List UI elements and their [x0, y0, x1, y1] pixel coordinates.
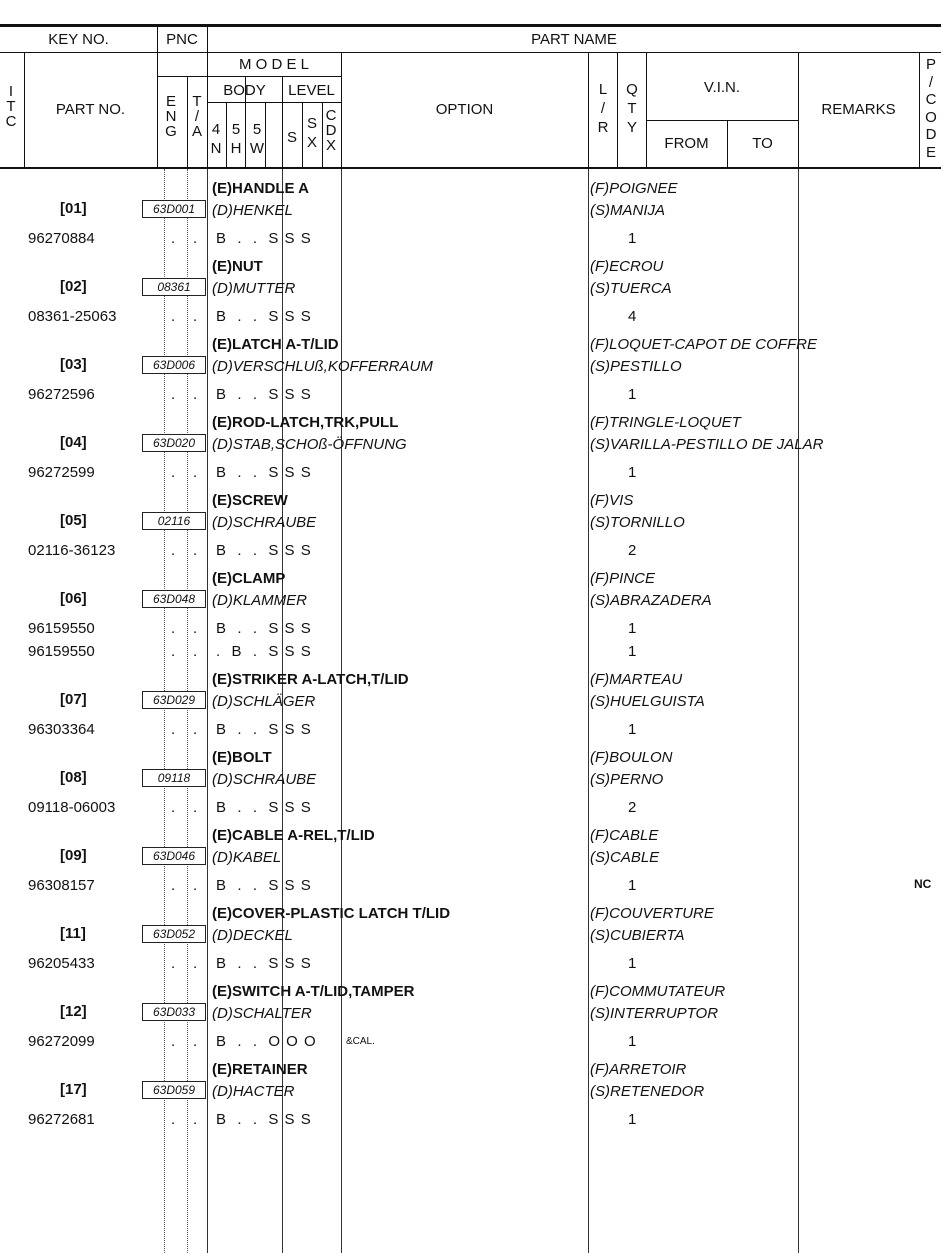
key-number: [17] [60, 1081, 87, 1098]
eng-dot: . [171, 955, 176, 972]
pnc-code: 63D059 [142, 1081, 206, 1099]
ta-dot: . [193, 308, 198, 325]
model-codes: B . . S S S [216, 386, 312, 403]
part-name-spanish: (S)CABLE [590, 849, 660, 866]
vin-header: V.I.N. [703, 79, 741, 96]
part-number: 09118-06003 [28, 799, 116, 816]
part-number: 02116-36123 [28, 542, 116, 559]
ta-dot: . [193, 386, 198, 403]
key-number: [05] [60, 512, 87, 529]
col-remarks-right [919, 52, 920, 168]
model-codes: B . . S S S [216, 721, 312, 738]
body-4n-header: 4 N [210, 121, 222, 157]
ta-dot: . [193, 799, 198, 816]
model-codes: B . . O O O [216, 1033, 317, 1050]
part-name-english: (E)CABLE A-REL,T/LID [212, 827, 375, 844]
col-n4-right [226, 102, 227, 168]
remarks-header: REMARKS [821, 101, 896, 118]
ta-dot: . [193, 230, 198, 247]
part-name-english: (E)RETAINER [212, 1061, 308, 1078]
quantity: 4 [628, 308, 637, 325]
body-line-lr [588, 169, 589, 1253]
model-header: M O D E L [238, 56, 309, 73]
part-name-english: (E)LATCH A-T/LID [212, 336, 339, 353]
part-name-spanish: (S)ABRAZADERA [590, 592, 712, 609]
pnc-code: 63D052 [142, 925, 206, 943]
part-name-spanish: (S)PERNO [590, 771, 664, 788]
key-number: [02] [60, 278, 87, 295]
quantity: 1 [628, 1111, 637, 1128]
ta-dot: . [193, 620, 198, 637]
eng-dot: . [171, 386, 176, 403]
ta-dot: . [193, 721, 198, 738]
part-name-spanish: (S)TORNILLO [590, 514, 685, 531]
ta-dot: . [193, 542, 198, 559]
key-number: [06] [60, 590, 87, 607]
eng-dot: . [171, 643, 176, 660]
quantity: 1 [628, 464, 637, 481]
quantity: 1 [628, 721, 637, 738]
model-codes: B . . S S S [216, 799, 312, 816]
pnc-code: 08361 [142, 278, 206, 296]
part-name-header: PART NAME [531, 31, 617, 48]
quantity: 1 [628, 1033, 637, 1050]
pnc-code: 63D046 [142, 847, 206, 865]
body-5h-header: 5 H [230, 121, 242, 157]
col-w5-right [265, 102, 266, 168]
col-s-right [302, 102, 303, 168]
key-number: [03] [60, 356, 87, 373]
key-number: [07] [60, 691, 87, 708]
part-name-french: (F)COMMUTATEUR [590, 983, 726, 1000]
part-name-french: (F)MARTEAU [590, 671, 683, 688]
part-name-english: (E)ROD-LATCH,TRK,PULL [212, 414, 399, 431]
ta-dot: . [193, 643, 198, 660]
model-row-bottom [157, 76, 341, 77]
ta-dot: . [193, 877, 198, 894]
part-name-french: (F)ECROU [590, 258, 664, 275]
pnc-code: 63D001 [142, 200, 206, 218]
key-number: [11] [60, 925, 86, 942]
pnc-code: 63D029 [142, 691, 206, 709]
body-line-option [341, 169, 342, 1253]
part-name-spanish: (S)MANIJA [590, 202, 665, 219]
part-name-spanish: (S)RETENEDOR [590, 1083, 705, 1100]
part-name-english: (E)STRIKER A-LATCH,T/LID [212, 671, 409, 688]
part-number: 96159550 [28, 643, 95, 660]
eng-dot: . [171, 799, 176, 816]
part-name-german: (D)MUTTER [212, 280, 296, 297]
part-name-german: (D)DECKEL [212, 927, 293, 944]
part-name-french: (F)LOQUET-CAPOT DE COFFRE [590, 336, 817, 353]
eng-dot: . [171, 877, 176, 894]
part-name-english: (E)COVER-PLASTIC LATCH T/LID [212, 905, 451, 922]
part-name-german: (D)VERSCHLUß,KOFFERRAUM [212, 358, 433, 375]
eng-dot: . [171, 308, 176, 325]
model-codes: B . . S S S [216, 308, 312, 325]
level-header: LEVEL [288, 82, 335, 99]
model-codes: . B . S S S [216, 643, 312, 660]
pnc-code: 63D033 [142, 1003, 206, 1021]
pcode-header: P / C O D E [925, 56, 937, 161]
key-number: [08] [60, 769, 87, 786]
key-number: [01] [60, 200, 87, 217]
part-name-spanish: (S)TUERCA [590, 280, 672, 297]
body-line-pnc [207, 169, 208, 1253]
part-name-german: (D)SCHLÄGER [212, 693, 316, 710]
eng-dot: . [171, 542, 176, 559]
body-line-vin [798, 169, 799, 1253]
part-number: 96270884 [28, 230, 95, 247]
body-row-bottom [207, 102, 341, 103]
part-number: 96272681 [28, 1111, 95, 1128]
key-number: [09] [60, 847, 87, 864]
ta-dot: . [193, 955, 198, 972]
itc-header: I T C [5, 83, 17, 130]
model-codes: B . . S S S [216, 620, 312, 637]
vin-split [646, 120, 798, 121]
part-name-english: (E)HANDLE A [212, 180, 309, 197]
part-name-german: (D)HENKEL [212, 202, 293, 219]
pnc-code: 02116 [142, 512, 206, 530]
header-row1-bottom [0, 52, 941, 53]
vin-from-header: FROM [664, 135, 709, 152]
lr-header: L / R [597, 81, 609, 136]
level-s-header: S [286, 129, 297, 146]
ta-dot: . [193, 1111, 198, 1128]
part-name-french: (F)COUVERTURE [590, 905, 714, 922]
qty-header: Q T Y [626, 81, 638, 136]
quantity: 1 [628, 955, 637, 972]
part-name-spanish: (S)INTERRUPTOR [590, 1005, 719, 1022]
part-name-english: (E)BOLT [212, 749, 272, 766]
col-sx-right [322, 102, 323, 168]
col-eng-right [187, 76, 188, 168]
ta-header: T / A [191, 93, 202, 140]
level-cdx-header: C D X [325, 107, 337, 154]
part-name-french: (F)POIGNEE [590, 180, 678, 197]
pnc-code: 63D006 [142, 356, 206, 374]
part-name-english: (E)SCREW [212, 492, 288, 509]
p-code: NC [914, 877, 932, 891]
part-name-spanish: (S)PESTILLO [590, 358, 682, 375]
part-name-german: (D)SCHALTER [212, 1005, 312, 1022]
eng-header: E N G [165, 93, 177, 140]
level-sx-header: S X [306, 115, 317, 151]
quantity: 1 [628, 620, 637, 637]
part-name-french: (F)BOULON [590, 749, 673, 766]
model-codes: B . . S S S [216, 542, 312, 559]
part-name-german: (D)KLAMMER [212, 592, 308, 609]
eng-dot: . [171, 620, 176, 637]
vin-to-header: TO [752, 135, 773, 152]
part-name-french: (F)PINCE [590, 570, 655, 587]
ta-dot: . [193, 464, 198, 481]
part-number: 96159550 [28, 620, 95, 637]
part-name-german: (D)STAB,SCHOß-ÖFFNUNG [212, 436, 407, 453]
model-codes: B . . S S S [216, 464, 312, 481]
pnc-code: 63D020 [142, 434, 206, 452]
quantity: 2 [628, 799, 637, 816]
part-number: 08361-25063 [28, 308, 117, 325]
top-border [0, 24, 941, 27]
quantity: 1 [628, 877, 637, 894]
header-bottom [0, 167, 941, 169]
key-no-header: KEY NO. [48, 31, 109, 48]
part-number: 96303364 [28, 721, 95, 738]
part-name-german: (D)SCHRAUBE [212, 771, 317, 788]
part-name-german: (D)KABEL [212, 849, 282, 866]
part-name-spanish: (S)CUBIERTA [590, 927, 685, 944]
eng-dot: . [171, 464, 176, 481]
key-number: [04] [60, 434, 87, 451]
model-codes: B . . S S S [216, 1111, 312, 1128]
quantity: 1 [628, 643, 637, 660]
part-name-english: (E)NUT [212, 258, 263, 275]
eng-dot: . [171, 1111, 176, 1128]
part-name-german: (D)HACTER [212, 1083, 295, 1100]
option-header: OPTION [435, 101, 494, 118]
col-option-right [588, 52, 589, 168]
eng-dot: . [171, 230, 176, 247]
model-codes: B . . S S S [216, 230, 312, 247]
part-name-english: (E)CLAMP [212, 570, 286, 587]
part-no-header: PART NO. [55, 101, 126, 118]
option-note: &CAL. [346, 1036, 375, 1047]
pnc-code: 63D048 [142, 590, 206, 608]
part-name-french: (F)CABLE [590, 827, 659, 844]
body-5w-header: 5 W [249, 121, 265, 157]
part-name-english: (E)SWITCH A-T/LID,TAMPER [212, 983, 415, 1000]
eng-dot: . [171, 721, 176, 738]
body-header: BODY [223, 82, 266, 99]
ta-dot: . [193, 1033, 198, 1050]
part-name-spanish: (S)VARILLA-PESTILLO DE JALAR [590, 436, 824, 453]
quantity: 1 [628, 230, 637, 247]
model-codes: B . . S S S [216, 877, 312, 894]
quantity: 2 [628, 542, 637, 559]
quantity: 1 [628, 386, 637, 403]
pnc-code: 09118 [142, 769, 206, 787]
part-number: 96308157 [28, 877, 95, 894]
part-number: 96272099 [28, 1033, 95, 1050]
col-lr-right [617, 52, 618, 168]
part-number: 96272599 [28, 464, 95, 481]
part-name-french: (F)VIS [590, 492, 634, 509]
model-codes: B . . S S S [216, 955, 312, 972]
part-name-french: (F)TRINGLE-LOQUET [590, 414, 741, 431]
part-name-french: (F)ARRETOIR [590, 1061, 687, 1078]
part-number: 96205433 [28, 955, 95, 972]
eng-dot: . [171, 1033, 176, 1050]
part-name-german: (D)SCHRAUBE [212, 514, 317, 531]
part-name-spanish: (S)HUELGUISTA [590, 693, 705, 710]
key-number: [12] [60, 1003, 87, 1020]
pnc-header: PNC [166, 31, 198, 48]
part-number: 96272596 [28, 386, 95, 403]
